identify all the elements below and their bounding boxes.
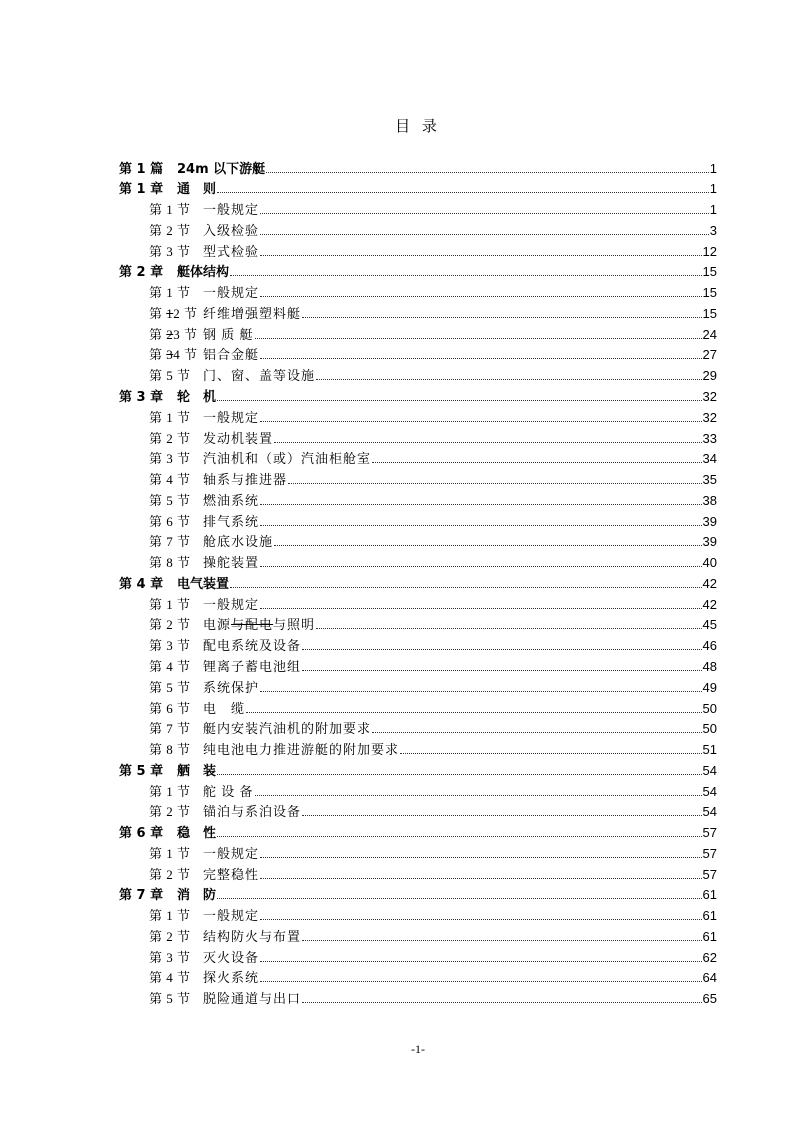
toc-dot-leader <box>260 358 702 359</box>
toc-section-number: 第 4 节 <box>149 658 191 674</box>
toc-section-number-struck-text: 1 <box>166 305 174 321</box>
toc-page-number: 29 <box>702 368 717 384</box>
toc-section-entry[interactable] <box>119 615 717 636</box>
toc-page-number: 42 <box>702 596 717 612</box>
toc-chapter-title: 电气装置 <box>177 576 230 592</box>
toc-dot-leader <box>260 504 702 505</box>
toc-section-number: 第 1 节 <box>149 409 191 425</box>
toc-section-entry[interactable] <box>119 595 717 616</box>
toc-chapter-entry[interactable] <box>119 885 717 906</box>
toc-section-title: 舱底水设施 <box>203 534 274 550</box>
toc-section-entry[interactable] <box>119 948 717 969</box>
toc-section-entry[interactable] <box>119 408 717 429</box>
toc-dot-leader <box>260 234 709 235</box>
toc-dot-leader <box>230 275 702 276</box>
toc-dot-leader <box>260 421 702 422</box>
toc-section-number: 第 4 节 <box>149 472 191 488</box>
toc-chapter-title: 消 防 <box>177 888 217 904</box>
toc-section-entry[interactable] <box>119 678 717 699</box>
toc-section-number: 第 1 节 <box>149 908 191 924</box>
table-of-contents <box>119 159 717 1010</box>
toc-page-number: 48 <box>702 658 717 674</box>
toc-section-number <box>149 304 203 325</box>
toc-chapter-entry[interactable] <box>119 574 717 595</box>
toc-part-title: 24m 以下游艇 <box>177 161 266 177</box>
toc-chapter-title: 稳 性 <box>177 826 217 842</box>
toc-dot-leader <box>260 878 702 879</box>
document-title: 目 录 <box>395 119 441 135</box>
toc-dot-leader <box>266 172 709 173</box>
toc-section-title: 灭火设备 <box>203 949 260 965</box>
toc-section-title: 配电系统及设备 <box>203 638 302 654</box>
toc-section-title-struck-text: 与配电 <box>231 617 274 633</box>
toc-dot-leader <box>274 545 702 546</box>
toc-dot-leader <box>400 753 702 754</box>
toc-page-number: 33 <box>702 430 717 446</box>
toc-dot-leader <box>260 919 702 920</box>
toc-section-title: 一般规定 <box>203 908 260 924</box>
toc-dot-leader <box>255 795 702 796</box>
toc-section-title: 一般规定 <box>203 202 260 218</box>
toc-chapter-number: 第 7 章 <box>119 888 164 904</box>
toc-dot-leader <box>316 628 701 629</box>
toc-section-number <box>149 345 203 366</box>
toc-chapter-title: 通 则 <box>177 182 217 198</box>
toc-section-number-text: 2 节 <box>173 305 198 321</box>
toc-dot-leader <box>302 317 702 318</box>
toc-chapter-title: 艇体结构 <box>177 265 230 281</box>
toc-section-number-text: 4 节 <box>173 347 198 363</box>
toc-dot-leader <box>217 400 702 401</box>
toc-section-number: 第 4 节 <box>149 970 191 986</box>
page-footer-number: -1- <box>411 1042 425 1056</box>
toc-section-number: 第 5 节 <box>149 368 191 384</box>
toc-section-title: 排气系统 <box>203 513 260 529</box>
toc-section-number-text: 第 <box>149 326 167 342</box>
toc-section-entry[interactable] <box>119 200 717 221</box>
toc-section-number: 第 2 节 <box>149 617 191 633</box>
toc-page-number: 46 <box>702 638 717 654</box>
toc-page-number: 34 <box>702 451 717 467</box>
toc-chapter-title: 轮 机 <box>177 390 217 406</box>
toc-chapter-entry[interactable] <box>119 387 717 408</box>
toc-section-title: 轴系与推进器 <box>203 472 288 488</box>
toc-section-title: 操舵装置 <box>203 555 260 571</box>
toc-page-number: 39 <box>702 513 717 529</box>
toc-chapter-entry[interactable] <box>119 179 717 200</box>
toc-section-title: 钢 质 艇 <box>203 326 254 342</box>
toc-dot-leader <box>260 981 702 982</box>
toc-section-entry[interactable] <box>119 719 717 740</box>
toc-section-entry[interactable] <box>119 636 717 657</box>
toc-section-title: 系统保护 <box>203 679 260 695</box>
toc-page-number: 39 <box>702 534 717 550</box>
toc-dot-leader <box>260 691 702 692</box>
toc-chapter-number: 第 6 章 <box>119 826 164 842</box>
toc-section-number: 第 5 节 <box>149 492 191 508</box>
toc-section-entry[interactable] <box>119 221 717 242</box>
toc-page-number: 3 <box>709 222 717 238</box>
toc-section-entry[interactable] <box>119 740 717 761</box>
toc-section-title: 一般规定 <box>203 285 260 301</box>
toc-page-number: 49 <box>702 679 717 695</box>
toc-dot-leader <box>302 815 702 816</box>
toc-page-number: 45 <box>702 617 717 633</box>
toc-page-number: 61 <box>702 908 717 924</box>
toc-chapter-entry[interactable] <box>119 262 717 283</box>
toc-section-entry[interactable] <box>119 553 717 574</box>
toc-section-title-text: 与照明 <box>273 617 316 633</box>
toc-page-number: 12 <box>702 243 717 259</box>
toc-page-number: 38 <box>702 492 717 508</box>
toc-section-title: 纯电池电力推进游艇的附加要求 <box>203 742 400 758</box>
toc-page-number: 27 <box>702 347 717 363</box>
toc-section-number: 第 2 节 <box>149 222 191 238</box>
toc-section-entry[interactable] <box>119 242 717 263</box>
toc-section-title: 锂离子蓄电池组 <box>203 658 302 674</box>
toc-page-number: 1 <box>709 160 717 176</box>
toc-dot-leader <box>217 898 702 899</box>
toc-page-number: 15 <box>702 285 717 301</box>
toc-dot-leader <box>217 836 702 837</box>
toc-section-entry[interactable] <box>119 366 717 387</box>
toc-page-number: 1 <box>709 181 717 197</box>
toc-page-number: 54 <box>702 783 717 799</box>
toc-chapter-title: 舾 装 <box>177 763 217 779</box>
toc-section-number: 第 7 节 <box>149 721 191 737</box>
toc-section-entry[interactable] <box>119 802 717 823</box>
toc-section-number: 第 3 节 <box>149 243 191 259</box>
toc-section-number-text: 3 节 <box>173 326 198 342</box>
toc-section-number-text: 第 <box>149 305 167 321</box>
toc-dot-leader <box>260 566 702 567</box>
toc-section-number: 第 2 节 <box>149 866 191 882</box>
toc-page-number: 32 <box>702 389 717 405</box>
toc-section-number: 第 1 节 <box>149 783 191 799</box>
toc-section-title: 艇内安装汽油机的附加要求 <box>203 721 372 737</box>
toc-dot-leader <box>302 649 702 650</box>
toc-page-number: 54 <box>702 762 717 778</box>
toc-section-number: 第 1 节 <box>149 596 191 612</box>
toc-section-title: 燃油系统 <box>203 492 260 508</box>
toc-section-title: 探火系统 <box>203 970 260 986</box>
toc-dot-leader <box>260 857 702 858</box>
toc-section-title: 结构防火与布置 <box>203 928 302 944</box>
toc-section-number: 第 6 节 <box>149 513 191 529</box>
toc-section-number: 第 3 节 <box>149 949 191 965</box>
toc-dot-leader <box>230 587 702 588</box>
toc-section-title: 发动机装置 <box>203 430 274 446</box>
toc-section-entry[interactable] <box>119 968 717 989</box>
toc-page-number: 40 <box>702 555 717 571</box>
toc-section-entry[interactable] <box>119 782 717 803</box>
toc-section-entry[interactable] <box>119 865 717 886</box>
toc-section-entry[interactable] <box>119 699 717 720</box>
toc-section-title <box>203 615 315 636</box>
toc-section-entry[interactable] <box>119 844 717 865</box>
toc-dot-leader <box>316 379 702 380</box>
toc-dot-leader <box>288 483 702 484</box>
toc-section-title: 一般规定 <box>203 845 260 861</box>
toc-chapter-number: 第 4 章 <box>119 576 164 592</box>
toc-section-entry[interactable] <box>119 283 717 304</box>
toc-section-entry[interactable] <box>119 491 717 512</box>
toc-dot-leader <box>372 732 702 733</box>
toc-dot-leader <box>274 442 702 443</box>
toc-dot-leader <box>302 1002 702 1003</box>
toc-section-number-struck-text: 3 <box>166 347 174 363</box>
toc-section-number: 第 6 节 <box>149 700 191 716</box>
toc-page-number: 32 <box>702 409 717 425</box>
toc-page-number: 50 <box>702 721 717 737</box>
toc-section-title: 一般规定 <box>203 409 260 425</box>
toc-page-number: 61 <box>702 887 717 903</box>
toc-section-number: 第 2 节 <box>149 430 191 446</box>
toc-section-number: 第 8 节 <box>149 555 191 571</box>
toc-section-title: 脱险通道与出口 <box>203 991 302 1007</box>
toc-section-entry[interactable] <box>119 345 717 366</box>
toc-section-entry[interactable] <box>119 906 717 927</box>
toc-section-number: 第 1 节 <box>149 202 191 218</box>
toc-chapter-entry[interactable] <box>119 761 717 782</box>
toc-section-title: 门、窗、盖等设施 <box>203 368 316 384</box>
toc-chapter-number: 第 1 章 <box>119 182 164 198</box>
toc-section-title: 型式检验 <box>203 243 260 259</box>
toc-section-number-text: 第 <box>149 347 167 363</box>
toc-dot-leader <box>260 213 709 214</box>
toc-section-number: 第 5 节 <box>149 679 191 695</box>
toc-section-entry[interactable] <box>119 304 717 325</box>
toc-page-number: 15 <box>702 305 717 321</box>
toc-section-number <box>149 325 203 346</box>
toc-section-number: 第 3 节 <box>149 451 191 467</box>
toc-dot-leader <box>260 525 702 526</box>
toc-page-number: 65 <box>702 991 717 1007</box>
toc-section-number: 第 5 节 <box>149 991 191 1007</box>
toc-section-entry[interactable] <box>119 512 717 533</box>
toc-section-number: 第 1 节 <box>149 285 191 301</box>
toc-page-number: 51 <box>702 742 717 758</box>
toc-page-number: 61 <box>702 928 717 944</box>
toc-page-number: 64 <box>702 970 717 986</box>
toc-dot-leader <box>217 774 702 775</box>
toc-page-number: 42 <box>702 575 717 591</box>
toc-section-number: 第 7 节 <box>149 534 191 550</box>
toc-section-title: 一般规定 <box>203 596 260 612</box>
toc-dot-leader <box>246 712 702 713</box>
toc-dot-leader <box>372 462 702 463</box>
toc-page-number: 24 <box>702 326 717 342</box>
toc-section-title: 入级检验 <box>203 222 260 238</box>
toc-page-number: 62 <box>702 949 717 965</box>
toc-dot-leader <box>217 192 709 193</box>
toc-chapter-number: 第 3 章 <box>119 390 164 406</box>
toc-section-number: 第 2 节 <box>149 804 191 820</box>
toc-section-entry[interactable] <box>119 989 717 1010</box>
toc-section-number: 第 1 节 <box>149 845 191 861</box>
toc-section-entry[interactable] <box>119 449 717 470</box>
toc-section-title-text: 电源 <box>203 617 232 633</box>
toc-section-entry[interactable] <box>119 470 717 491</box>
toc-part-entry[interactable] <box>119 159 717 180</box>
toc-section-title: 舵 设 备 <box>203 783 254 799</box>
toc-page-number: 50 <box>702 700 717 716</box>
toc-section-title: 电 缆 <box>203 700 246 716</box>
toc-dot-leader <box>260 296 702 297</box>
toc-dot-leader <box>260 961 702 962</box>
toc-section-title: 完整稳性 <box>203 866 260 882</box>
toc-section-title: 铝合金艇 <box>203 347 260 363</box>
toc-section-title: 汽油机和（或）汽油柜舱室 <box>203 451 372 467</box>
toc-dot-leader <box>260 255 702 256</box>
toc-dot-leader <box>302 940 702 941</box>
toc-dot-leader <box>260 608 702 609</box>
toc-page-number: 57 <box>702 866 717 882</box>
toc-chapter-number: 第 2 章 <box>119 265 164 281</box>
toc-chapter-number: 第 5 章 <box>119 763 164 779</box>
toc-chapter-entry[interactable] <box>119 823 717 844</box>
toc-section-title: 纤维增强塑料艇 <box>203 305 302 321</box>
toc-dot-leader <box>302 670 702 671</box>
toc-part-number: 第 1 篇 <box>119 161 164 177</box>
toc-page-number: 57 <box>702 825 717 841</box>
toc-section-title: 锚泊与系泊设备 <box>203 804 302 820</box>
toc-section-number-struck-text: 2 <box>166 326 174 342</box>
toc-page-number: 54 <box>702 804 717 820</box>
toc-section-entry[interactable] <box>119 429 717 450</box>
toc-page-number: 15 <box>702 264 717 280</box>
toc-page-number: 35 <box>702 472 717 488</box>
toc-dot-leader <box>255 338 702 339</box>
toc-section-entry[interactable] <box>119 927 717 948</box>
toc-section-entry[interactable] <box>119 532 717 553</box>
toc-section-number: 第 2 节 <box>149 928 191 944</box>
toc-section-number: 第 3 节 <box>149 638 191 654</box>
toc-section-entry[interactable] <box>119 325 717 346</box>
toc-page-number: 1 <box>709 202 717 218</box>
toc-section-entry[interactable] <box>119 657 717 678</box>
toc-section-number: 第 8 节 <box>149 742 191 758</box>
toc-page-number: 57 <box>702 845 717 861</box>
